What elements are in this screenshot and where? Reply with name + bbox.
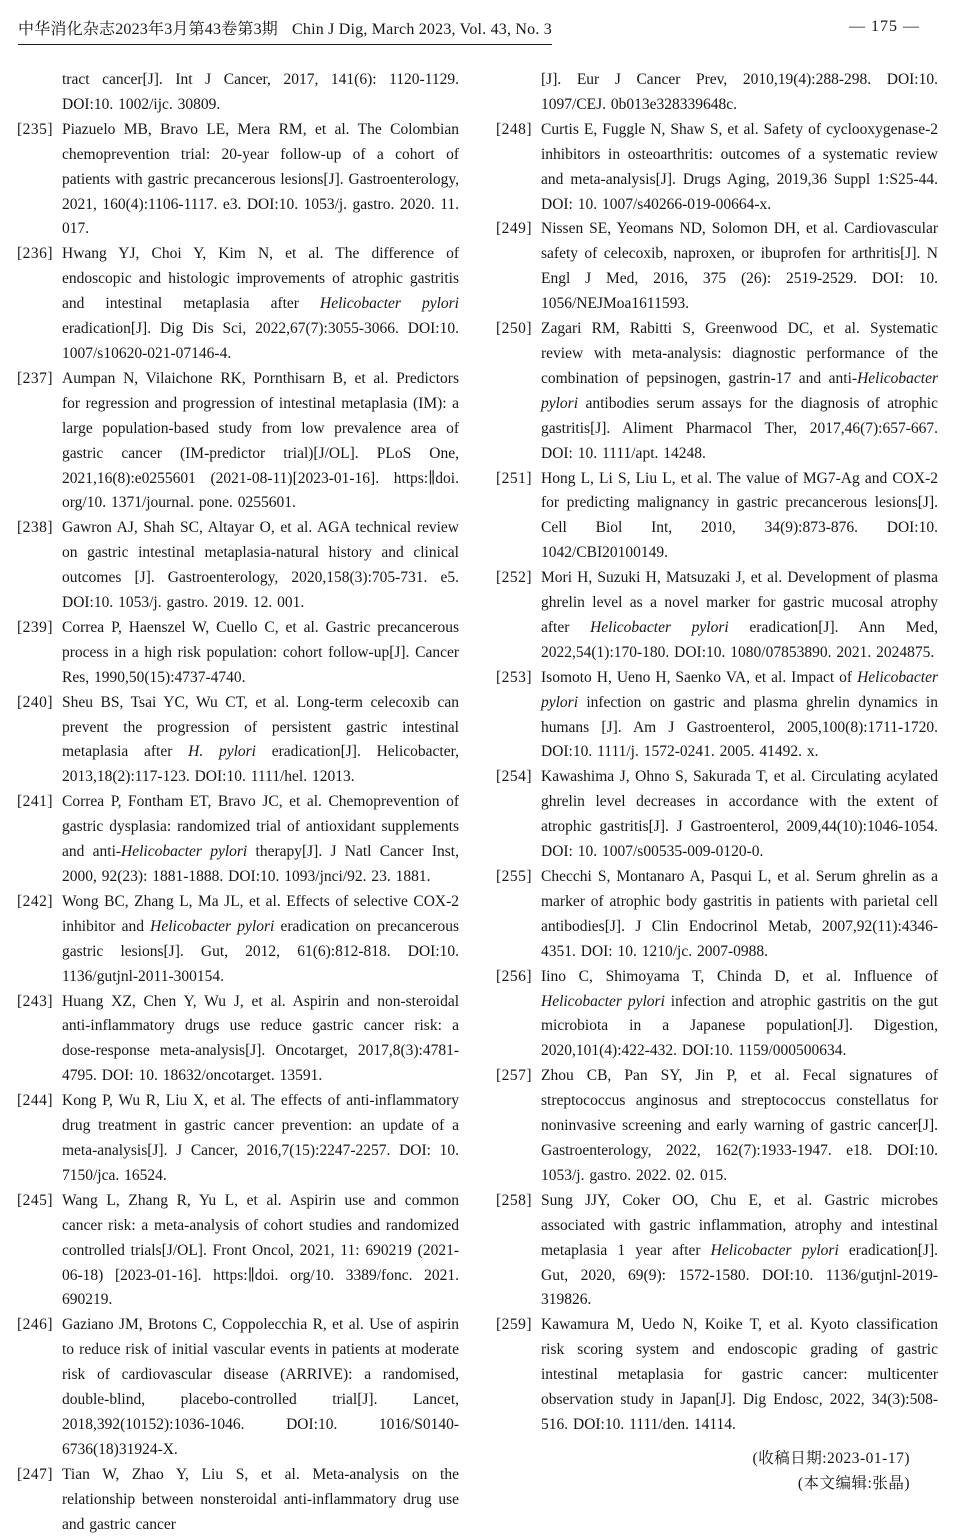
page-number: — 175 — bbox=[849, 18, 920, 35]
reference-text: Kawamura M, Uedo N, Koike T, et al. Kyoto classification risk scoring system and endoscopic grading of gastric intestinal metaplasia for gastric cancer: multicenter observation study in Japan[J]. Dig Endosc, 2022, 34(3):508-516. DOI:10. 1111/den. 14114. bbox=[541, 1316, 938, 1433]
reference-item bbox=[17, 118, 459, 243]
reference-item bbox=[17, 1189, 459, 1314]
reference-italic-species-name: Helicobacter pylori bbox=[320, 295, 459, 313]
reference-text: eradication[J]. Gut, 2020, 69(9): 1572-1580. DOI:10. 1136/gutjnl-2019-319826. bbox=[541, 1241, 938, 1309]
reference-italic-species-name: Helicobacter pylori bbox=[121, 843, 248, 861]
reference-number: [245] bbox=[17, 1191, 54, 1209]
reference-text: Isomoto H, Ueno H, Saenko VA, et al. Impact of bbox=[541, 668, 858, 686]
reference-italic-species-name: Helicobacter pylori bbox=[541, 992, 665, 1010]
reference-number: [237] bbox=[17, 369, 54, 387]
reference-number: [236] bbox=[17, 245, 54, 263]
reference-number: [243] bbox=[17, 992, 54, 1010]
reference-number: [244] bbox=[17, 1092, 54, 1110]
reference-text: Hong L, Li S, Liu L, et al. The value of MG7-Ag and COX-2 for predicting malignancy in gastric precancerous lesions[J]. Cell Biol Int, 2010, 34(9):873-876. DOI:10. 1042/CBI20100149. bbox=[541, 469, 938, 562]
reference-number: [253] bbox=[496, 668, 533, 686]
reference-text: Iino C, Shimoyama T, Chinda D, et al. Influence of bbox=[541, 967, 938, 985]
journal-title-chinese: 中华消化杂志2023年3月第43卷第3期 bbox=[18, 21, 279, 38]
reference-text: Sheu BS, Tsai YC, Wu CT, et al. Long-term celecoxib can prevent the progression of persistent gastric intestinal metaplasia after bbox=[62, 693, 459, 761]
reference-number: [252] bbox=[496, 569, 533, 587]
reference-item bbox=[496, 865, 938, 965]
reference-text: Sung JJY, Coker OO, Chu E, et al. Gastric microbes associated with gastric inflammation, atrophy and intestinal metaplasia 1 year after bbox=[541, 1191, 938, 1259]
reference-text: Gawron AJ, Shah SC, Altayar O, et al. AGA technical review on gastric intestinal metaplasia-natural history and clinical outcomes [J]. Gastroenterology, 2020,158(3):705-731. e5. DOI:10. 1053/j. gastro. 2019. 12. 001. bbox=[62, 519, 459, 612]
reference-text: Kong P, Wu R, Liu X, et al. The effects of anti-inflammatory drug treatment in gastric cancer prevention: an update of a meta-analysis[J]. J Cancer, 2016,7(15):2247-2257. DOI: 10. 7150/jca. 16524. bbox=[62, 1092, 459, 1184]
reference-text: infection on gastric and plasma ghrelin dynamics in humans [J]. Am J Gastroenterol, 2005,100(8):1711-1720. DOI:10. 1111/j. 1572-0241. 2005. 41492. x. bbox=[541, 693, 938, 761]
reference-number: [238] bbox=[17, 519, 54, 537]
reference-item bbox=[496, 317, 938, 466]
reference-item bbox=[17, 242, 459, 367]
reference-number: [246] bbox=[17, 1316, 54, 1334]
reference-text: Mori H, Suzuki H, Matsuzaki J, et al. Development of plasma ghrelin level as a novel marker for gastric mucosal atrophy after bbox=[541, 569, 938, 636]
reference-item bbox=[17, 616, 459, 691]
reference-item bbox=[496, 965, 938, 1065]
reference-continuation bbox=[496, 68, 938, 118]
reference-number: [239] bbox=[17, 618, 54, 636]
reference-number: [248] bbox=[496, 120, 533, 138]
reference-text: eradication[J]. Helicobacter, 2013,18(2):117-123. DOI:10. 1111/hel. 12013. bbox=[62, 743, 459, 786]
reference-text: [J]. Eur J Cancer Prev, 2010,19(4):288-298. DOI:10. 1097/CEJ. 0b013e328339648c. bbox=[541, 71, 938, 113]
reference-item bbox=[496, 217, 938, 317]
reference-continuation bbox=[17, 68, 459, 118]
reference-text: tract cancer[J]. Int J Cancer, 2017, 141(6): 1120-1129. DOI:10. 1002/ijc. 30809. bbox=[62, 71, 459, 113]
reference-item bbox=[17, 1463, 459, 1537]
reference-item bbox=[17, 516, 459, 616]
reference-text: Nissen SE, Yeomans ND, Solomon DH, et al. Cardiovascular safety of celecoxib, naproxen, or ibuprofen for arthritis[J]. N Engl J Med, 2016, 375 (26): 2519-2529. DOI: 10. 1056/NEJMoa1611593. bbox=[541, 220, 938, 313]
reference-italic-species-name: Helicobacter pylori bbox=[590, 618, 729, 636]
reference-number: [241] bbox=[17, 793, 54, 811]
reference-item bbox=[17, 1089, 459, 1189]
reference-italic-species-name: Helicobacter pylori bbox=[541, 668, 938, 711]
references-column-right bbox=[496, 68, 938, 1537]
reference-text: Hwang YJ, Choi Y, Kim N, et al. The difference of endoscopic and histologic improvements of atrophic gastritis and intestinal metaplasia after bbox=[62, 245, 459, 313]
reference-text: antibodies serum assays for the diagnosis of atrophic gastritis[J]. Aliment Pharmacol Ther, 2017,46(7):657-667. DOI: 10. 1111/apt. 14248. bbox=[541, 394, 938, 462]
reference-item bbox=[496, 118, 938, 218]
reference-item bbox=[496, 566, 938, 666]
reference-text: Correa P, Haenszel W, Cuello C, et al. Gastric precancerous process in a high risk population: cohort follow-up[J]. Cancer Res, 1990,50(15):4737-4740. bbox=[62, 618, 459, 686]
reference-italic-species-name: Helicobacter pylori bbox=[541, 369, 938, 412]
reference-number: [235] bbox=[17, 120, 54, 138]
reference-number: [251] bbox=[496, 469, 533, 487]
reference-item bbox=[17, 1313, 459, 1462]
journal-title-english: Chin J Dig, March 2023, Vol. 43, No. 3 bbox=[292, 21, 552, 38]
reference-item bbox=[496, 1189, 938, 1314]
reference-item bbox=[17, 367, 459, 516]
reference-italic-species-name: Helicobacter pylori bbox=[150, 917, 275, 935]
received-date-note: (收稿日期:2023-01-17) bbox=[752, 1449, 910, 1467]
reference-item bbox=[496, 467, 938, 567]
reference-number: [249] bbox=[496, 220, 533, 238]
reference-text: Zhou CB, Pan SY, Jin P, et al. Fecal signatures of streptococcus anginosus and streptococcus constellatus for noninvasive screening and early warning of gastric cancer[J]. Gastroenterology, 2022, 162(7):1933-1947. e18. DOI:10. 1053/j. gastro. 2022. 02. 015. bbox=[541, 1067, 938, 1184]
reference-item bbox=[496, 1064, 938, 1189]
reference-text: Wong BC, Zhang L, Ma JL, et al. Effects of selective COX-2 inhibitor and bbox=[62, 892, 459, 935]
reference-text: eradication[J]. Dig Dis Sci, 2022,67(7):3055-3066. DOI:10. 1007/s10620-021-07146-4. bbox=[62, 320, 459, 362]
reference-number: [254] bbox=[496, 768, 533, 786]
reference-text: Checchi S, Montanaro A, Pasqui L, et al. Serum ghrelin as a marker of atrophic body gastritis in patients with parietal cell antibodies[J]. J Clin Endocrinol Metab, 2007,92(11):4346-4351. DOI: 10. 1210/jc. 2007-0988. bbox=[541, 868, 938, 960]
reference-item bbox=[496, 1313, 938, 1438]
reference-number: [257] bbox=[496, 1067, 533, 1085]
reference-number: [242] bbox=[17, 892, 54, 910]
reference-item bbox=[17, 990, 459, 1090]
reference-number: [250] bbox=[496, 320, 533, 338]
reference-number: [259] bbox=[496, 1316, 533, 1334]
reference-text: infection and atrophic gastritis on the gut microbiota in a Japanese population[J]. Digestion, 2020,101(4):422-432. DOI:10. 1159/000500634. bbox=[541, 992, 938, 1060]
reference-text: Wang L, Zhang R, Yu L, et al. Aspirin use and common cancer risk: a meta-analysis of cohort studies and randomized controlled trials[J/OL]. Front Oncol, 2021, 11: 690219 (2021-06-18) [2023-01-16]. https:∥doi. org/10. 3389/fonc. 2021. 690219. bbox=[62, 1191, 459, 1309]
references-section bbox=[17, 68, 938, 1537]
reference-item bbox=[17, 691, 459, 791]
reference-number: [240] bbox=[17, 693, 54, 711]
references-column-left bbox=[17, 68, 459, 1537]
reference-text: eradication on precancerous gastric lesions[J]. Gut, 2012, 61(6):812-818. DOI:10. 1136/gutjnl-2011-300154. bbox=[62, 917, 459, 985]
reference-text: Gaziano JM, Brotons C, Coppolecchia R, et al. Use of aspirin to reduce risk of initial vascular events in patients at moderate risk of cardiovascular disease (ARRIVE): a randomised, double-blind, placebo-controlled trial[J]. Lancet, 2018,392(10152):1036-1046. DOI:10. 1016/S0140-6736(18)31924-X. bbox=[62, 1316, 459, 1458]
reference-text: Aumpan N, Vilaichone RK, Pornthisarn B, et al. Predictors for regression and progression of intestinal metaplasia (IM): a large population-based study from low prevalence area of gastric cancer (IM-predictor trial)[J/OL]. PLoS One, 2021,16(8):e0255601 (2021-08-11)[2023-01-16]. https:∥doi. org/10. 1371/journal. pone. 0255601. bbox=[62, 369, 459, 512]
reference-number: [255] bbox=[496, 868, 533, 885]
reference-number: [256] bbox=[496, 967, 533, 985]
reference-text: Curtis E, Fuggle N, Shaw S, et al. Safety of cyclooxygenase-2 inhibitors in osteoarthritis: outcomes of a systematic review and meta-analysis[J]. Drugs Aging, 2019,36 Suppl 1:S25-44. DOI: 10. 1007/s40266-019-00664-x. bbox=[541, 120, 938, 213]
reference-item bbox=[17, 890, 459, 990]
references-column-right-list bbox=[496, 68, 938, 1438]
reference-text: Kawashima J, Ohno S, Sakurada T, et al. Circulating acylated ghrelin level decreases in accordance with the extent of atrophic gastritis[J]. J Gastroenterol, 2009,44(10):1046-1054. DOI: 10. 1007/s00535-009-0120-0. bbox=[541, 768, 938, 861]
page-header bbox=[18, 16, 920, 45]
reference-text: Correa P, Fontham ET, Bravo JC, et al. Chemoprevention of gastric dysplasia: randomized trial of antioxidant supplements and anti- bbox=[62, 793, 459, 861]
reference-number: [258] bbox=[496, 1191, 533, 1209]
reference-text: Huang XZ, Chen Y, Wu J, et al. Aspirin and non-steroidal anti-inflammatory drugs use reduce gastric cancer risk: a dose-response meta-analysis[J]. Oncotarget, 2017,8(3):4781-4795. DOI: 10. 18632/oncotarget. 13591. bbox=[62, 992, 459, 1085]
reference-italic-species-name: Helicobacter pylori bbox=[710, 1241, 839, 1259]
reference-text: eradication[J]. Ann Med, 2022,54(1):170-180. DOI:10. 1080/07853890. 2021. 2024875. bbox=[541, 618, 938, 661]
editor-note: (本文编辑:张晶) bbox=[797, 1474, 910, 1492]
reference-text: therapy[J]. J Natl Cancer Inst, 2000, 92(23): 1881-1888. DOI:10. 1093/jnci/92. 23. 1881. bbox=[62, 843, 459, 885]
reference-number: [247] bbox=[17, 1465, 54, 1483]
reference-italic-species-name: H. pylori bbox=[188, 743, 256, 761]
reference-item bbox=[496, 765, 938, 865]
reference-text: Piazuelo MB, Bravo LE, Mera RM, et al. The Colombian chemoprevention trial: 20-year follow-up of a cohort of patients with gastric precancerous lesions[J]. Gastroenterology, 2021, 160(4):1106-1117. e3. DOI:10. 1053/j. gastro. 2020. 11. 017. bbox=[62, 120, 459, 238]
journal-header-title bbox=[18, 16, 552, 45]
reference-item bbox=[496, 666, 938, 766]
reference-text: Tian W, Zhao Y, Liu S, et al. Meta-analysis on the relationship between nonsteroidal anti-inflammatory drug use and gastric cancer bbox=[62, 1465, 459, 1533]
reference-item bbox=[17, 790, 459, 890]
reference-text: Zagari RM, Rabitti S, Greenwood DC, et al. Systematic review with meta-analysis: diagnostic performance of the combination of pepsinogen, gastrin-17 and anti- bbox=[541, 320, 938, 387]
